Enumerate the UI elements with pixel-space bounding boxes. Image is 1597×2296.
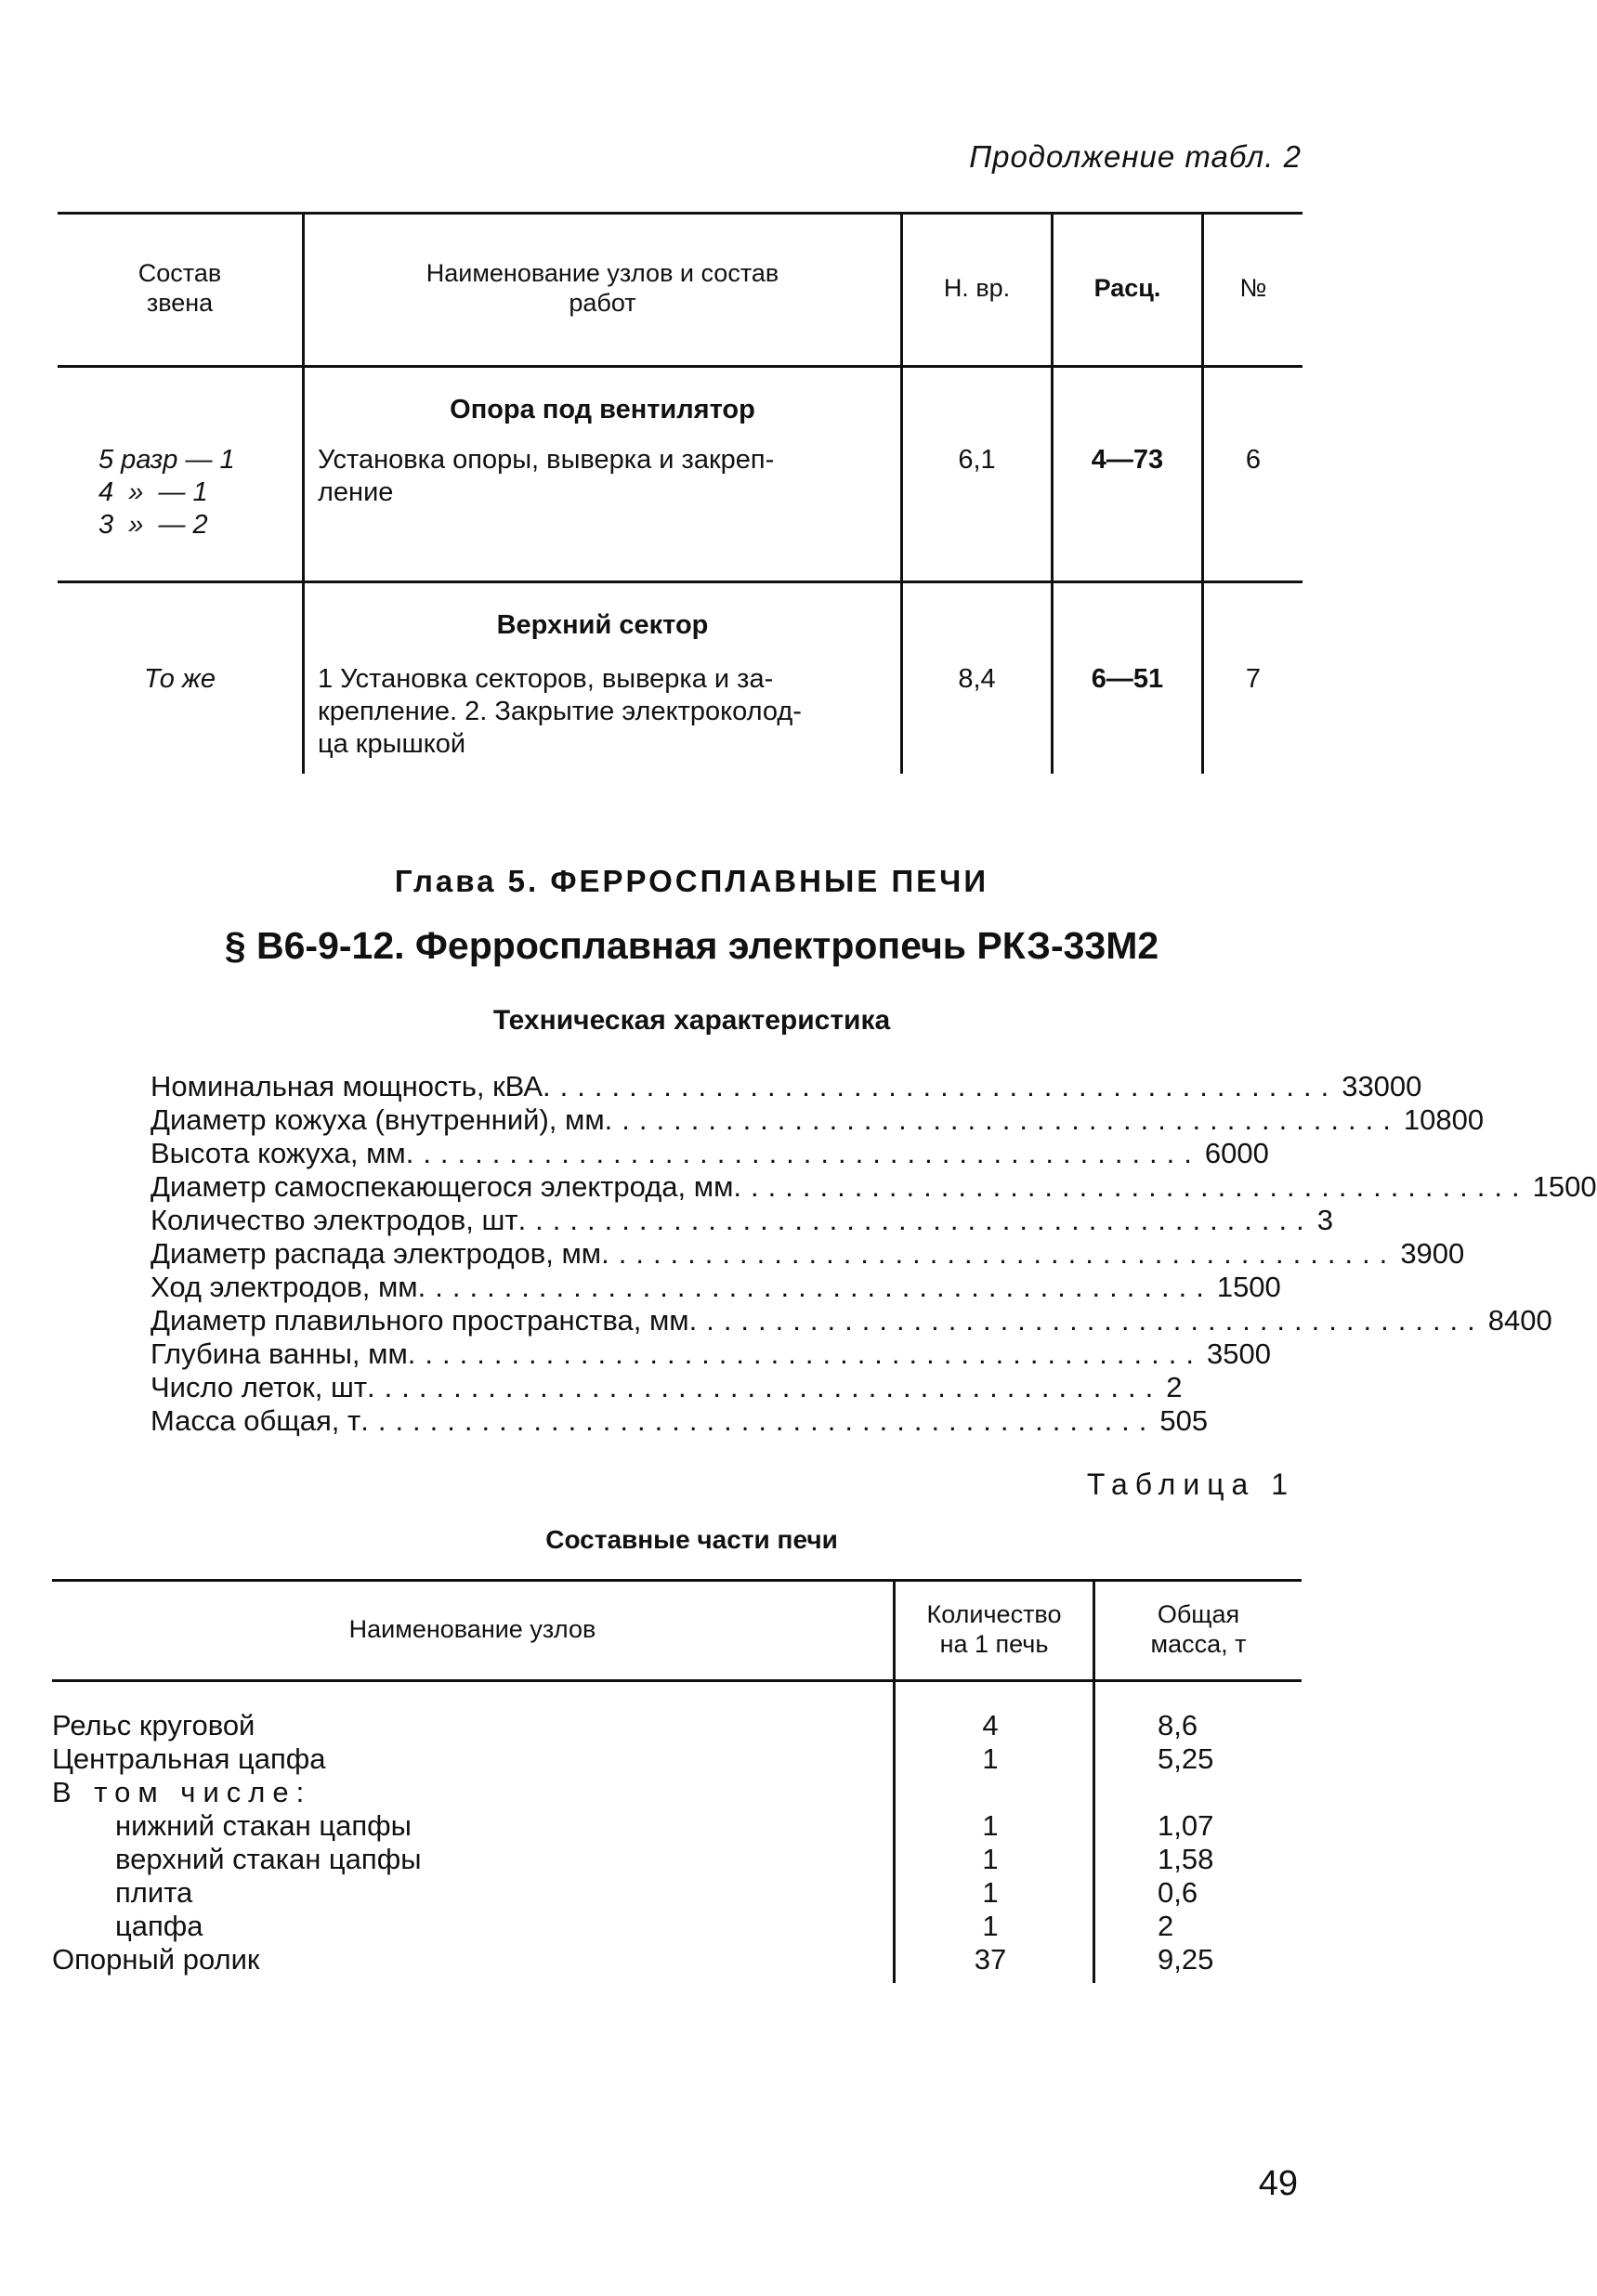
table-row [52, 1943, 1302, 1976]
header-name: Наименование узлов [348, 1615, 596, 1643]
page-number: 49 [1258, 2164, 1298, 2203]
specs-heading: Техническая характеристика [492, 1005, 891, 1036]
section-title: § В6-9-12. Ферросплавная электропечь РКЗ-33М2 [224, 924, 1159, 967]
component-quantity: 1 [982, 1809, 999, 1842]
table-row [52, 1776, 1302, 1809]
spec-label: Диаметр самоспекающегося электрода, мм [151, 1170, 734, 1203]
header-norm: Н. вр. [943, 274, 1011, 302]
row-description: 1 Установка секторов, выверка и за- крепление. 2. Закрытие электроколод- ца крышкой [318, 664, 802, 759]
component-name: В том числе: [52, 1776, 312, 1808]
table-rule [52, 1679, 1302, 1682]
table-rule [58, 581, 1302, 583]
leader-dots: .............................................. [604, 1103, 1400, 1136]
spec-list [151, 1070, 1597, 1438]
leader-dots: .............................................. [517, 1204, 1314, 1236]
leader-dots: .............................................. [360, 1404, 1157, 1437]
spec-row [151, 1103, 1485, 1137]
spec-label: Масса общая, т [151, 1404, 361, 1437]
component-quantity: 1 [982, 1910, 999, 1942]
table-rule [58, 365, 1302, 368]
row-title: Опора под вентилятор [450, 395, 755, 424]
spec-row [151, 1337, 1271, 1371]
spec-value: 1500 [1216, 1271, 1281, 1303]
component-name: нижний стакан цапфы [115, 1809, 412, 1842]
row-rate: 6—51 [1091, 664, 1164, 694]
component-quantity: 1 [982, 1876, 999, 1909]
table-caption: Составные части печи [545, 1525, 838, 1554]
table-label: Таблица 1 [1086, 1468, 1295, 1501]
table-row [52, 1876, 1302, 1910]
row-title: Верхний сектор [496, 610, 709, 640]
leader-dots: .............................................. [688, 1304, 1485, 1337]
component-mass: 8,6 [1158, 1709, 1198, 1742]
leader-dots: .............................................. [417, 1271, 1213, 1303]
spec-label: Количество электродов, шт [151, 1204, 518, 1236]
component-name: Рельс круговой [52, 1709, 255, 1742]
row-description: Установка опоры, выверка и закреп- ление [318, 445, 775, 507]
table-row [52, 1709, 1302, 1742]
spec-value: 10800 [1403, 1103, 1485, 1136]
spec-row [151, 1170, 1597, 1204]
spec-label: Номинальная мощность, кВА [151, 1070, 543, 1102]
spec-row [151, 1070, 1422, 1103]
chapter-title: Глава 5. ФЕРРОСПЛАВНЫЕ ПЕЧИ [394, 864, 989, 898]
spec-value: 3 [1316, 1204, 1334, 1236]
table-row [52, 1910, 1302, 1943]
spec-row [151, 1204, 1334, 1237]
table-rule [58, 212, 1302, 215]
header-quantity: Количество на 1 печь [926, 1600, 1062, 1658]
spec-value: 505 [1159, 1404, 1209, 1437]
spec-label: Глубина ванны, мм [151, 1337, 408, 1370]
table-row [52, 1809, 1302, 1843]
component-mass: 9,25 [1158, 1943, 1214, 1976]
spec-label: Высота кожуха, мм [151, 1137, 406, 1169]
table-row [52, 1742, 1302, 1776]
row-number: 6 [1245, 445, 1262, 475]
spec-value: 3500 [1206, 1337, 1271, 1370]
spec-value: 6000 [1204, 1137, 1269, 1169]
component-quantity: 4 [982, 1709, 999, 1742]
header-number: № [1239, 274, 1267, 302]
spec-row [151, 1271, 1281, 1304]
component-name: цапфа [115, 1910, 203, 1942]
header-name: Наименование узлов и состав работ [425, 259, 779, 317]
component-name: Опорный ролик [52, 1943, 260, 1976]
row-composition: То же [143, 664, 216, 694]
header-composition: Состав звена [137, 259, 222, 317]
component-mass: 1,58 [1158, 1843, 1214, 1875]
leader-dots: .............................................. [543, 1070, 1339, 1102]
row-rate: 4—73 [1091, 445, 1164, 475]
row-number: 7 [1245, 664, 1262, 694]
spec-row [151, 1371, 1183, 1404]
spec-label: Диаметр плавильного пространства, мм [151, 1304, 689, 1337]
spec-value: 2 [1166, 1371, 1183, 1403]
component-mass: 1,07 [1158, 1809, 1214, 1842]
table-row [52, 1843, 1302, 1876]
component-quantity: 1 [982, 1843, 999, 1875]
component-name: верхний стакан цапфы [115, 1843, 422, 1875]
spec-label: Диаметр распада электродов, мм [151, 1237, 602, 1270]
component-name: плита [115, 1876, 193, 1909]
spec-row [151, 1404, 1209, 1438]
spec-value: 8400 [1487, 1304, 1552, 1337]
spec-value: 33000 [1342, 1070, 1422, 1102]
spec-label: Диаметр кожуха (внутренний), мм [151, 1103, 605, 1136]
component-quantity: 1 [982, 1742, 999, 1775]
spec-label: Число леток, шт [151, 1371, 368, 1403]
leader-dots: .............................................. [601, 1237, 1397, 1270]
spec-row [151, 1237, 1465, 1271]
leader-dots: .............................................. [367, 1371, 1163, 1403]
component-quantity: 37 [974, 1943, 1007, 1976]
row-norm: 6,1 [958, 445, 996, 475]
row-norm: 8,4 [958, 664, 996, 694]
row-composition: 5 разр — 1 4 » — 1 3 » — 2 [98, 445, 235, 540]
header-rate: Расц. [1093, 274, 1161, 302]
header-mass: Общая масса, т [1150, 1600, 1247, 1658]
continuation-label: Продолжение табл. 2 [969, 139, 1302, 174]
spec-value: 3900 [1400, 1237, 1465, 1270]
component-mass: 2 [1158, 1910, 1174, 1942]
spec-label: Ход электродов, мм [151, 1271, 418, 1303]
leader-dots: .............................................. [733, 1170, 1529, 1203]
component-mass: 0,6 [1158, 1876, 1198, 1909]
table-rule [52, 1579, 1302, 1582]
component-mass: 5,25 [1158, 1742, 1214, 1775]
spec-row [151, 1137, 1269, 1170]
spec-value: 1500 [1532, 1170, 1597, 1203]
component-name: Центральная цапфа [52, 1742, 326, 1775]
spec-row [151, 1304, 1552, 1337]
leader-dots: .............................................. [407, 1337, 1203, 1370]
leader-dots: .............................................. [405, 1137, 1201, 1169]
